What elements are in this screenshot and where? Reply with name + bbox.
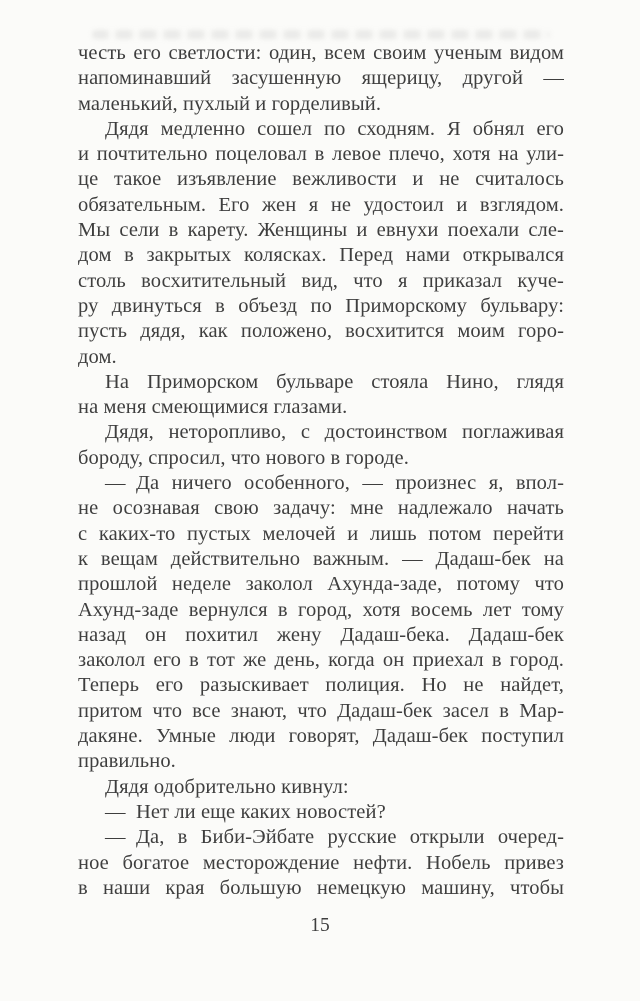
text-line: ру двинуться в объезд по Приморскому бульвару:	[78, 294, 564, 317]
text-line: це такое изъявление вежливости и не считалось	[78, 168, 564, 191]
text-line: Ахунд-заде вернулся в город, хотя восемь лет тому	[78, 598, 564, 621]
text-line: — Да ничего особенного, — произнес я, впол-	[105, 472, 564, 495]
text-line: правильно.	[78, 750, 176, 773]
text-line: и почтительно поцеловал в левое плечо, хотя на ули-	[78, 143, 564, 166]
text-line: ное богатое месторождение нефти. Нобель привез	[78, 851, 564, 874]
text-line: Дядя, неторопливо, с достоинством поглаживая	[105, 421, 564, 444]
text-line: Теперь его разыскивает полиция. Но не найдет,	[78, 674, 564, 697]
text-line: — Да, в Биби-Эйбате русские открыли очеред-	[105, 826, 564, 849]
text-line: не осознавая свою задачу: мне надлежало начать	[78, 497, 564, 520]
text-line: прошлой неделе заколол Ахунда-заде, потому что	[78, 573, 564, 596]
text-line: — Нет ли еще каких новостей?	[105, 800, 386, 823]
text-line: Мы сели в карету. Женщины и евнухи поехали сле-	[78, 219, 564, 242]
text-line: бороду, спросил, что нового в городе.	[78, 446, 409, 469]
text-line: дом.	[78, 345, 117, 368]
page-number: 15	[310, 915, 330, 936]
text-line: столь восхитительный вид, что я приказал куче-	[78, 269, 564, 292]
text-line: На Приморском бульваре стояла Нино, глядя	[105, 370, 564, 393]
text-line: к вещам действительно важным. — Дадаш-бек на	[78, 547, 564, 570]
text-line: пусть дядя, как положено, восхитится моим горо-	[78, 320, 564, 343]
text-line: Дядя одобрительно кивнул:	[105, 775, 349, 798]
text-line: заколол его в тот же день, когда он приехал в город.	[78, 649, 564, 672]
text-block	[78, 41, 564, 901]
text-line: в наши края большую немецкую машину, чтобы	[78, 876, 564, 899]
text-line: Дядя медленно сошел по сходням. Я обнял его	[105, 117, 564, 140]
text-line: притом что все знают, что Дадаш-бек засел в Мар-	[78, 699, 564, 722]
text-line: с каких-то пустых мелочей и лишь потом перейти	[78, 522, 564, 545]
text-line: назад он похитил жену Дадаш-бека. Дадаш-бек	[78, 623, 564, 646]
text-line: дакяне. Умные люди говорят, Дадаш-бек поступил	[78, 725, 564, 748]
text-line: честь его светлости: один, всем своим ученым видом	[78, 42, 564, 64]
page-bleed-ghost	[92, 30, 550, 39]
text-line: дом в закрытых колясках. Перед нами открывался	[78, 244, 564, 267]
text-line: напоминавший засушенную ящерицу, другой —	[78, 67, 564, 90]
text-line: на меня смеющимися глазами.	[78, 396, 348, 419]
text-line: обязательным. Его жен я не удостоил и взглядом.	[78, 193, 564, 216]
text-line: маленький, пухлый и горделивый.	[78, 92, 382, 115]
